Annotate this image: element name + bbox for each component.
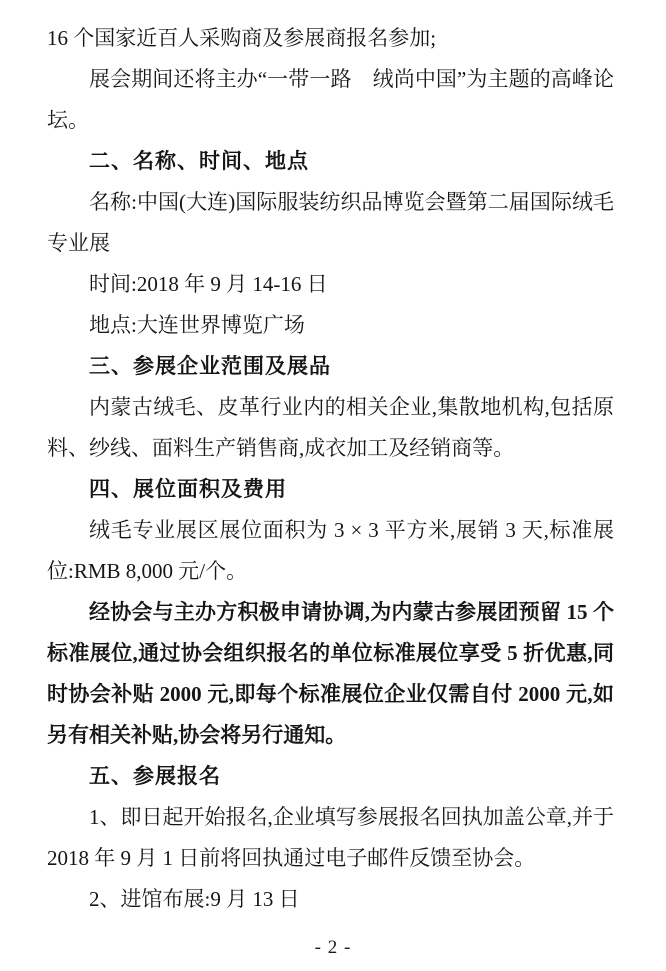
section-heading: 三、参展企业范围及展品: [89, 355, 331, 378]
paragraph: 经协会与主办方积极申请协调,为内蒙古参展团预留 15 个标准展位,通过协会组织报名的单位标准展位享受 5 折优惠,同时协会补贴 2000 元,即每个标准展位企业仅需自付 2000 元,如另有相关补贴,协会将另行通知。: [47, 600, 614, 747]
paragraph: 1、即日起开始报名,企业填写参展报名回执加盖公章,并于 2018 年 9 月 1 日前将回执通过电子邮件反馈至协会。: [47, 805, 614, 870]
paragraph: 名称:中国(大连)国际服装纺织品博览会暨第二届国际绒毛专业展: [47, 190, 614, 255]
paragraph: 地点:大连世界博览广场: [89, 313, 305, 337]
paragraph: 绒毛专业展区展位面积为 3 × 3 平方米,展销 3 天,标准展位:RMB 8,000 元/个。: [47, 518, 614, 583]
paragraph: 内蒙古绒毛、皮革行业内的相关企业,集散地机构,包括原料、纱线、面料生产销售商,成衣加工及经销商等。: [47, 395, 614, 460]
section-heading: 四、展位面积及费用: [89, 478, 287, 501]
page-number: - 2 -: [314, 937, 352, 958]
paragraph: 16 个国家近百人采购商及参展商报名参加;: [47, 26, 437, 50]
paragraph: 时间:2018 年 9 月 14-16 日: [89, 272, 328, 296]
section-heading: 五、参展报名: [89, 765, 221, 788]
section-heading: 二、名称、时间、地点: [89, 150, 309, 173]
paragraph: 展会期间还将主办“一带一路 绒尚中国”为主题的高峰论坛。: [47, 67, 614, 132]
document-content: [47, 18, 614, 920]
paragraph: 2、进馆布展:9 月 13 日: [89, 887, 300, 911]
